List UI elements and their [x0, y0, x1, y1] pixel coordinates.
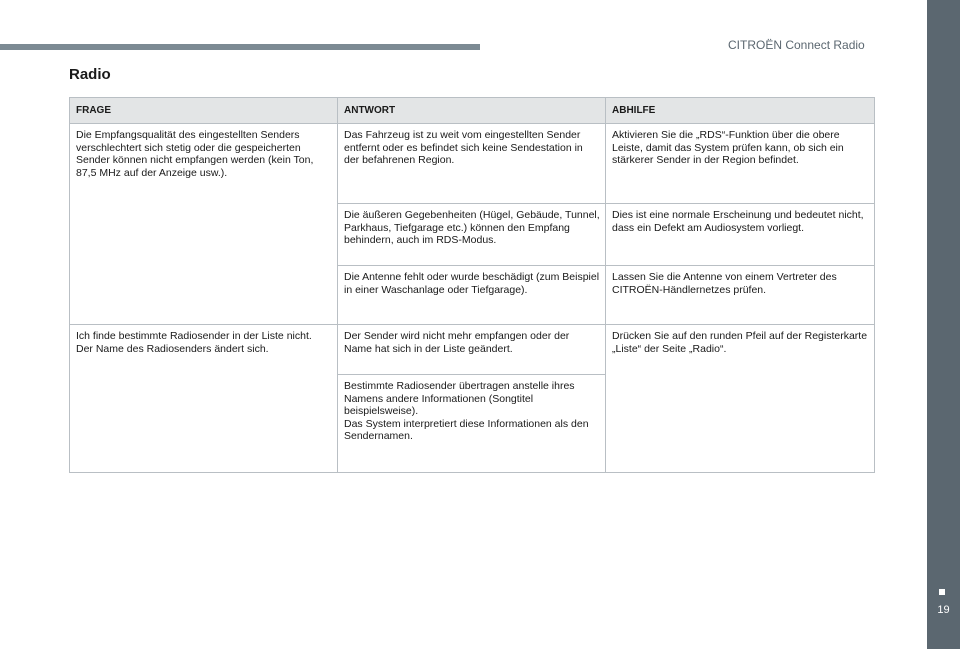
solution-cell: Dies ist eine normale Erscheinung und bedeutet nicht, dass ein Defekt am Audiosystem vorliegt. [606, 204, 875, 266]
section-title: Radio [69, 66, 111, 83]
answer-cell: Der Sender wird nicht mehr empfangen oder der Name hat sich in der Liste geändert. [338, 325, 606, 375]
question-cell: Die Empfangsqualität des eingestellten Senders verschlechtert sich stetig oder die gespeicherten Sender können nicht empfangen werden (kein Ton, 87,5 MHz auf der Anzeige usw.). [70, 124, 338, 325]
answer-cell: Die äußeren Gegebenheiten (Hügel, Gebäude, Tunnel, Parkhaus, Tiefgarage etc.) können den Empfang behindern, auch im RDS-Modus. [338, 204, 606, 266]
solution-cell: Lassen Sie die Antenne von einem Vertreter des CITROËN-Händlernetzes prüfen. [606, 266, 875, 325]
answer-line: Bestimmte Radiosender übertragen anstelle ihres Namens andere Informationen (Songtitel beispielsweise). [344, 380, 575, 417]
solution-cell: Aktivieren Sie die „RDS“-Funktion über die obere Leiste, damit das System prüfen kann, ob sich ein stärkerer Sender in der Region befindet. [606, 124, 875, 204]
header-rule [0, 44, 480, 50]
question-cell [70, 325, 338, 473]
table-row [70, 124, 875, 204]
table-row [70, 325, 875, 375]
side-tab-bar [927, 0, 960, 649]
faq-table [69, 97, 875, 473]
answer-cell [338, 375, 606, 473]
page-number: 19 [937, 604, 950, 616]
header-abhilfe: ABHILFE [606, 98, 875, 124]
solution-cell: Drücken Sie auf den runden Pfeil auf der Registerkarte „Liste“ der Seite „Radio“. [606, 325, 875, 473]
header-antwort: ANTWORT [338, 98, 606, 124]
answer-cell: Die Antenne fehlt oder wurde beschädigt (zum Beispiel in einer Waschanlage oder Tiefgarage). [338, 266, 606, 325]
continuation-marker [939, 589, 945, 595]
chapter-title: CITROËN Connect Radio [728, 38, 865, 52]
question-line: Der Name des Radiosenders ändert sich. [76, 342, 269, 355]
table-header-row [70, 98, 875, 124]
answer-line: Das System interpretiert diese Informationen als den Sendernamen. [344, 417, 589, 442]
header-frage: FRAGE [70, 98, 338, 124]
question-line: Ich finde bestimmte Radiosender in der Liste nicht. [76, 330, 312, 342]
answer-cell: Das Fahrzeug ist zu weit vom eingestellten Sender entfernt oder es befindet sich keine Sendestation in der befahrenen Region. [338, 124, 606, 204]
